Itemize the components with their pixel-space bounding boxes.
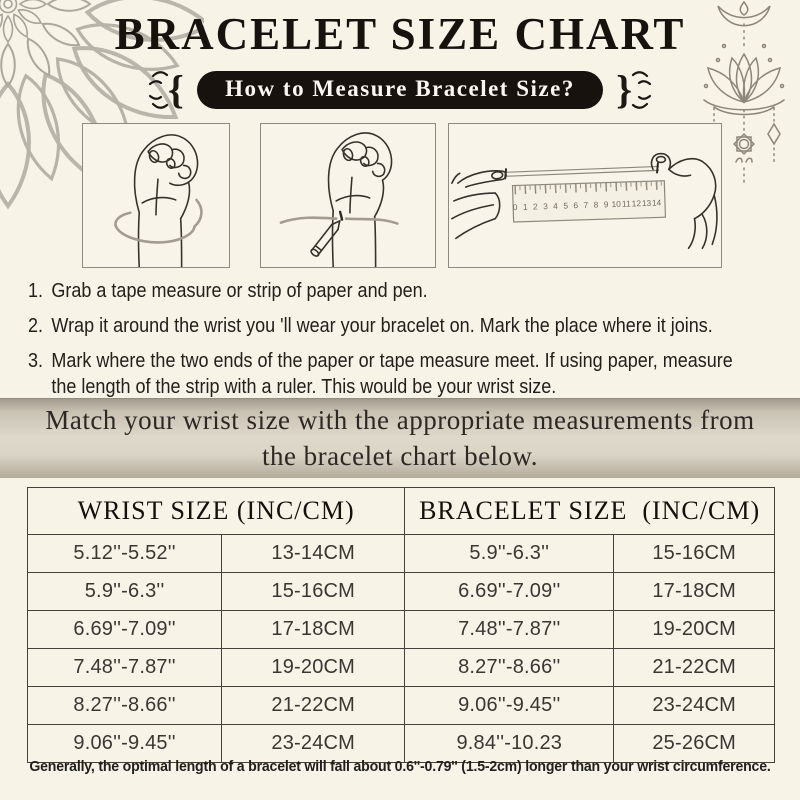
svg-text:0: 0: [512, 202, 518, 213]
instruction-step-3: [28, 348, 753, 400]
wrist-inches-cell: 7.48''-7.87'': [28, 649, 222, 687]
svg-text:3: 3: [543, 201, 548, 212]
banner-text: Match your wrist size with the appropriate measurements from the bracelet chart below.: [45, 405, 755, 471]
instruction-step-2: [28, 313, 753, 339]
footer-note: Generally, the optimal length of a bracelet will fall about 0.6''-0.79'' (1.5-2cm) longer than your wrist circumference.: [29, 758, 771, 775]
bracelet-inches-cell: 9.06''-9.45'': [405, 687, 614, 725]
instruction-step-1: [28, 278, 753, 304]
subtitle-pill: How to Measure Bracelet Size?: [197, 71, 603, 109]
size-table-header-row: [28, 488, 775, 535]
flourish-right-icon: [616, 67, 652, 113]
wrist-inches-cell: 8.27''-8.66'': [28, 687, 222, 725]
step-text: Grab a tape measure or strip of paper and pen.: [51, 280, 428, 302]
svg-text:11: 11: [621, 198, 631, 209]
illustration-tape-wrap: [82, 123, 230, 268]
svg-text:7: 7: [583, 199, 589, 210]
wrist-size-header: WRIST SIZE (INC/CM): [28, 488, 405, 535]
step-text: Mark where the two ends of the paper or tape measure meet. If using paper, measure the length of the strip with a ruler. This would be your wrist size.: [51, 350, 733, 398]
bracelet-inches-cell: 6.69''-7.09'': [405, 573, 614, 611]
match-size-banner: [0, 398, 800, 478]
step-number: 1.: [28, 280, 44, 302]
wrist-inches-cell: 6.69''-7.09'': [28, 611, 222, 649]
subtitle-row: [0, 68, 800, 112]
flourish-left-icon: [148, 67, 184, 113]
wrist-cm-cell: 15-16CM: [222, 573, 405, 611]
svg-text:6: 6: [573, 200, 579, 211]
wrist-cm-cell: 19-20CM: [222, 649, 405, 687]
svg-text:8: 8: [593, 199, 599, 210]
svg-text:{: {: [168, 67, 184, 112]
step-text: Wrap it around the wrist you 'll wear your bracelet on. Mark the place where it joins.: [51, 315, 713, 337]
bracelet-cm-cell: 15-16CM: [614, 535, 775, 573]
illustration-ruler-measure: [448, 123, 722, 268]
wrist-cm-cell: 17-18CM: [222, 611, 405, 649]
instructions-list: [28, 278, 753, 409]
wrist-inches-cell: 5.12''-5.52'': [28, 535, 222, 573]
bracelet-cm-cell: 21-22CM: [614, 649, 775, 687]
bracelet-cm-cell: 23-24CM: [614, 687, 775, 725]
bracelet-size-header: BRACELET SIZE (INC/CM): [405, 488, 775, 535]
wrist-inches-cell: 5.9''-6.3'': [28, 573, 222, 611]
svg-text:2: 2: [532, 201, 538, 212]
svg-text:12: 12: [631, 198, 642, 209]
table-row: [28, 649, 775, 687]
bracelet-cm-cell: 25-26CM: [614, 725, 775, 763]
svg-text:9: 9: [603, 199, 609, 210]
bracelet-inches-cell: 7.48''-7.87'': [405, 611, 614, 649]
svg-text:4: 4: [553, 200, 559, 211]
svg-text:10: 10: [611, 198, 621, 210]
bracelet-cm-cell: 17-18CM: [614, 573, 775, 611]
step-number: 3.: [28, 350, 44, 372]
bracelet-inches-cell: 8.27''-8.66'': [405, 649, 614, 687]
wrist-cm-cell: 21-22CM: [222, 687, 405, 725]
illustration-mark-wrist: [260, 123, 436, 268]
svg-text:{: {: [616, 67, 632, 112]
bracelet-inches-cell: 9.84''-10.23: [405, 725, 614, 763]
wrist-cm-cell: 13-14CM: [222, 535, 405, 573]
bracelet-inches-cell: 5.9''-6.3'': [405, 535, 614, 573]
step-number: 2.: [28, 315, 44, 337]
bracelet-cm-cell: 19-20CM: [614, 611, 775, 649]
table-row: [28, 611, 775, 649]
svg-text:13: 13: [641, 197, 652, 209]
wrist-cm-cell: 23-24CM: [222, 725, 405, 763]
table-row: [28, 535, 775, 573]
page-title: BRACELET SIZE CHART: [114, 9, 686, 59]
wrist-inches-cell: 9.06''-9.45'': [28, 725, 222, 763]
table-row: [28, 573, 775, 611]
table-row: [28, 687, 775, 725]
size-table: [27, 487, 775, 763]
svg-text:14: 14: [651, 197, 662, 208]
svg-text:1: 1: [522, 201, 528, 212]
table-row: [28, 725, 775, 763]
svg-text:5: 5: [563, 200, 569, 211]
